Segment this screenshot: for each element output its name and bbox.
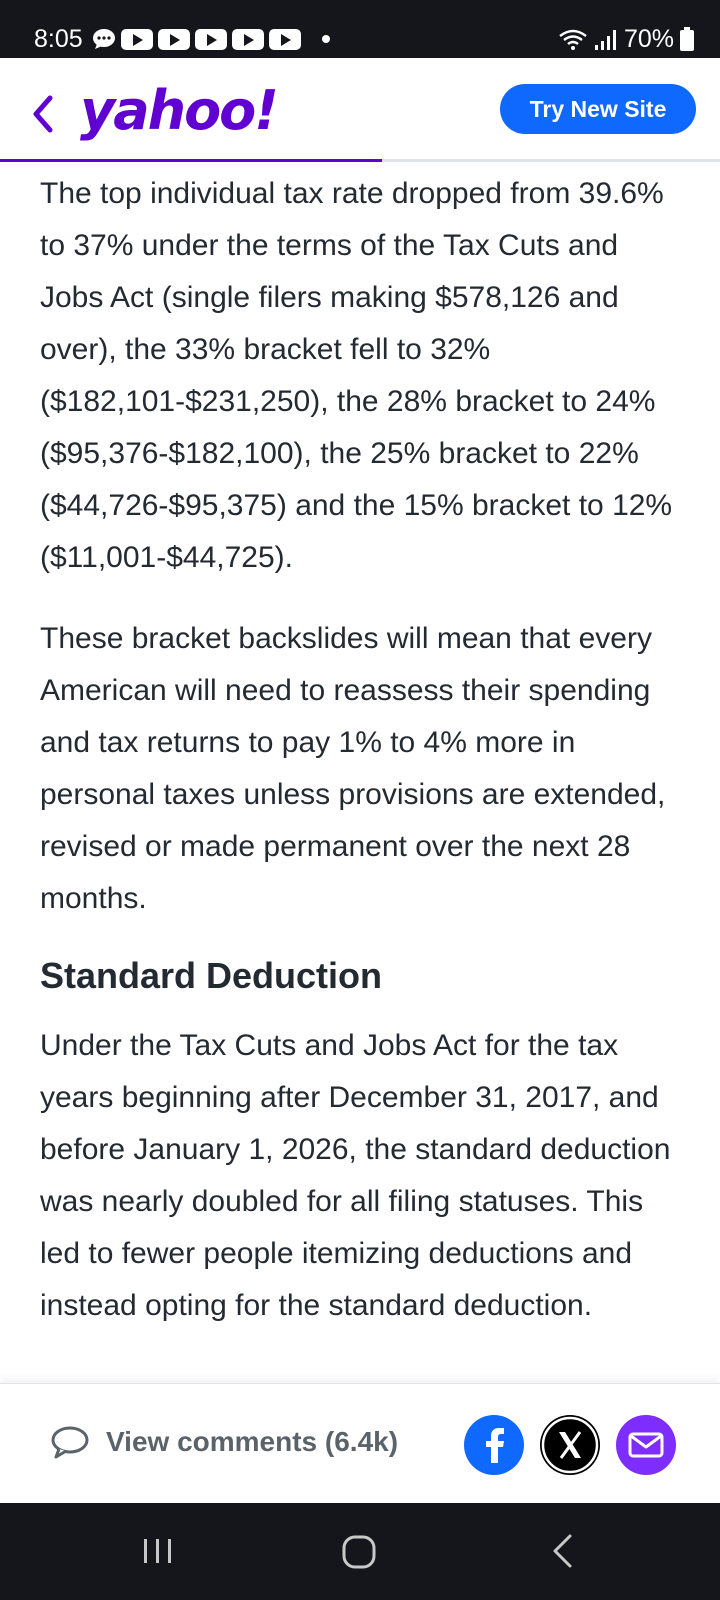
youtube-notification-icon — [195, 29, 227, 50]
comment-icon — [50, 1424, 90, 1460]
back-icon[interactable] — [550, 1533, 574, 1569]
section-heading: Standard Deduction — [40, 955, 383, 996]
share-x-button[interactable] — [540, 1415, 600, 1475]
more-notifications-dot-icon — [322, 35, 330, 43]
view-comments-button[interactable] — [50, 1412, 398, 1472]
youtube-notification-icon — [121, 29, 153, 50]
app-header — [0, 58, 720, 162]
status-time: 8:05 — [34, 25, 83, 53]
share-email-button[interactable] — [616, 1415, 676, 1475]
status-right — [558, 24, 694, 54]
x-icon — [540, 1415, 600, 1475]
article-paragraph: These bracket backslides will mean that every American will need to reassess their spending and tax returns to pay 1% to 4% more in personal taxes unless provisions are extended, revised or made permanent over the next 28 months. — [40, 622, 666, 915]
battery-percent: 70% — [623, 25, 674, 53]
system-navigation-bar — [0, 1503, 720, 1600]
youtube-notification-icon — [269, 29, 301, 50]
wifi-icon — [558, 27, 588, 51]
article-paragraph: The top individual tax rate dropped from 39.6% to 37% under the terms of the Tax Cuts and Jobs Act (single filers making $578,126 and over), the 33% bracket fell to 32% ($182,101-$231,250), the 28% bracket to 24% ($95,376-$182,100), the 25% bracket to 22% ($44,726-$95,375) and the 15% bracket to 12% ($11,001-$44,725). — [40, 177, 673, 574]
article-body — [40, 168, 688, 1361]
try-new-site-button[interactable]: Try New Site — [500, 84, 696, 134]
email-icon — [628, 1431, 664, 1459]
back-chevron-icon[interactable] — [28, 94, 58, 134]
comments-label: View comments (6.4k) — [106, 1426, 399, 1457]
reading-progress-bar — [0, 159, 720, 162]
reading-progress-fill — [0, 159, 382, 162]
signal-icon — [594, 28, 618, 50]
youtube-notification-icon — [232, 29, 264, 50]
share-facebook-button[interactable] — [464, 1415, 524, 1475]
yahoo-logo[interactable]: yahoo! — [80, 79, 277, 142]
home-icon[interactable] — [342, 1535, 376, 1569]
status-bar — [0, 0, 720, 58]
facebook-icon — [481, 1427, 507, 1463]
recent-apps-icon[interactable] — [142, 1535, 174, 1567]
battery-icon — [680, 27, 694, 51]
youtube-notification-icon — [158, 29, 190, 50]
bottom-share-bar — [0, 1383, 720, 1504]
notification-icons — [92, 27, 330, 51]
article-paragraph: Under the Tax Cuts and Jobs Act for the tax years beginning after December 31, 2017, and before January 1, 2026, the standard deduction was nearly doubled for all filing statuses. This led to fewer people itemizing deductions and instead opting for the standard deduction. — [40, 1029, 671, 1322]
chat-bubble-icon — [92, 28, 116, 50]
